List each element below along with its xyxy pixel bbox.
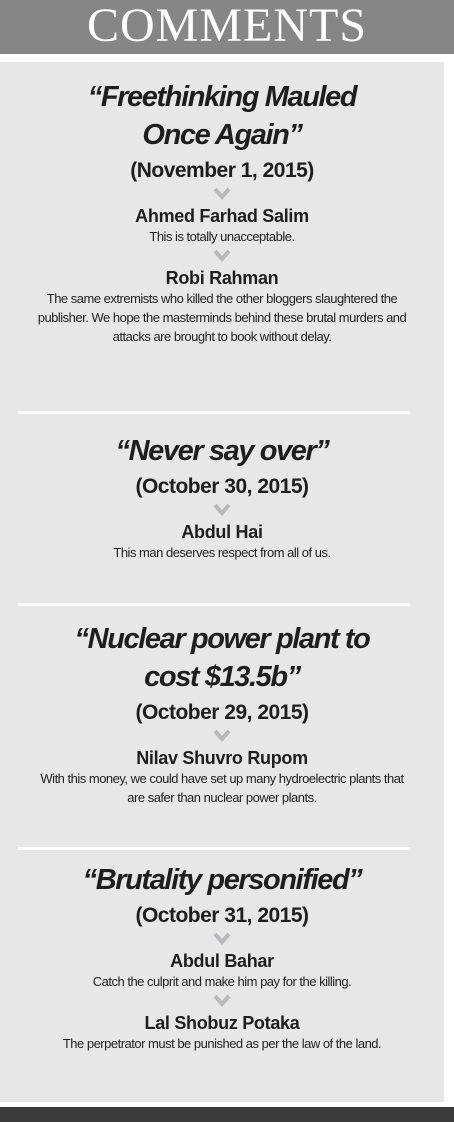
- divider: [18, 603, 410, 606]
- article-date: (October 29, 2015): [135, 701, 309, 724]
- comment-author: Robi Rahman: [165, 268, 279, 288]
- chevron-down-icon: [211, 186, 233, 201]
- bottom-bar: [0, 1107, 454, 1122]
- article-block: [0, 620, 444, 807]
- article-block: [0, 861, 444, 1053]
- comment-text: This is totally unacceptable.: [149, 229, 295, 244]
- comment-text: This man deserves respect from all of us.: [113, 545, 331, 560]
- article-date: (November 1, 2015): [130, 159, 314, 182]
- article-title: “Nuclear power plant to cost $13.5b”: [74, 623, 370, 693]
- chevron-down-icon: [211, 993, 233, 1008]
- comment-text: The same extremists who killed the other bloggers slaughtered the publisher. We hope the masterminds behind these brutal murders and attacks are brought to book without delay.: [37, 291, 407, 344]
- section-header: [0, 0, 454, 54]
- section-title: COMMENTS: [86, 0, 368, 52]
- article-title: “Never say over”: [115, 435, 329, 467]
- comment-text: Catch the culprit and make him pay for the killing.: [92, 974, 352, 989]
- comment-text: With this money, we could have set up many hydroelectric plants that are safer than nuclear power plants.: [40, 771, 404, 805]
- comment-author: Nilav Shuvro Rupom: [136, 748, 308, 768]
- comment-author: Abdul Bahar: [170, 951, 274, 971]
- article-block: [0, 432, 444, 562]
- article-title: “Brutality personified”: [82, 864, 362, 896]
- comment-author: Lal Shobuz Potaka: [144, 1013, 300, 1033]
- article-title: “Freethinking Mauled Once Again”: [87, 81, 357, 151]
- chevron-down-icon: [211, 502, 233, 517]
- divider: [18, 411, 410, 414]
- chevron-down-icon: [211, 248, 233, 263]
- chevron-down-icon: [211, 728, 233, 743]
- comment-author: Abdul Hai: [181, 522, 263, 542]
- article-date: (October 30, 2015): [135, 475, 309, 498]
- article-date: (October 31, 2015): [135, 904, 309, 927]
- chevron-down-icon: [211, 931, 233, 946]
- comment-text: The perpetrator must be punished as per the law of the land.: [62, 1036, 382, 1051]
- article-block: [0, 78, 444, 346]
- divider: [18, 847, 410, 850]
- comment-author: Ahmed Farhad Salim: [135, 206, 309, 226]
